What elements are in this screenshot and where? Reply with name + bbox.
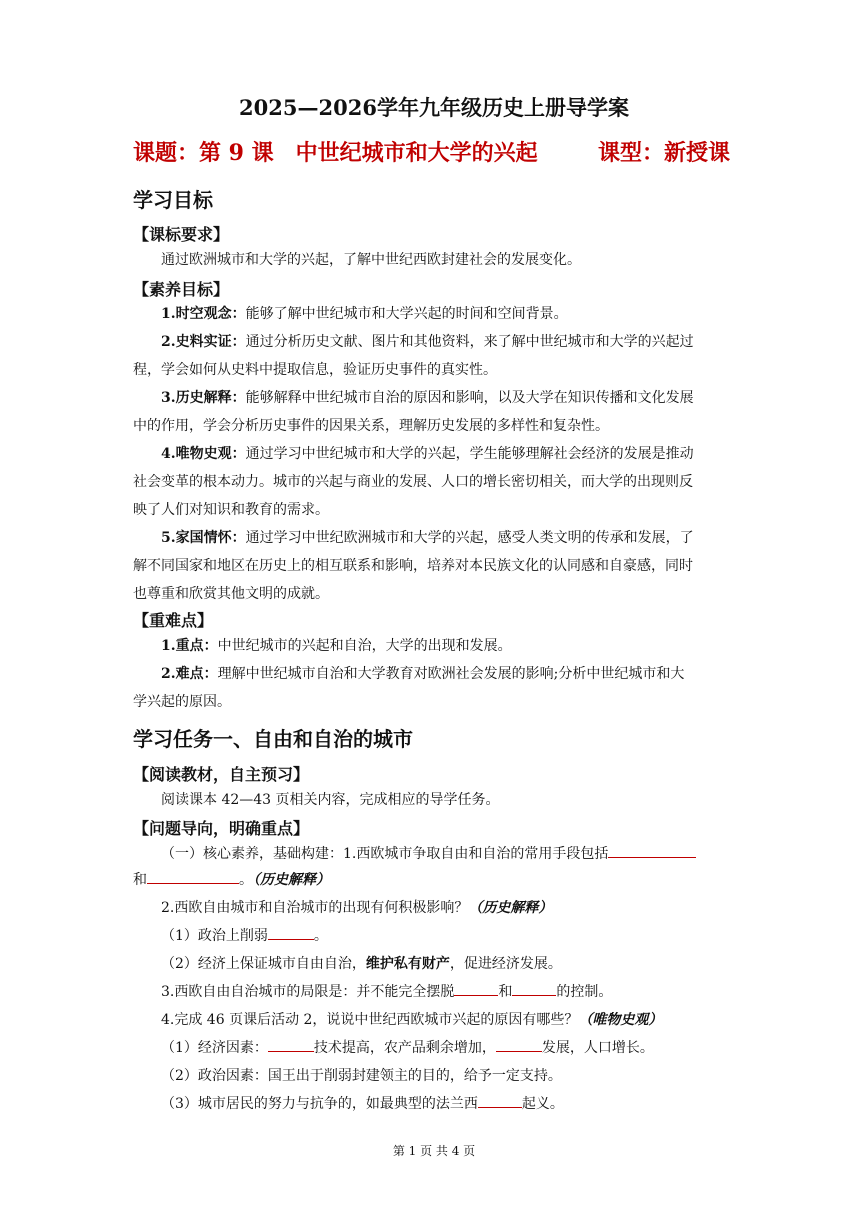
page-footer: 第 1 页 共 4 页 xyxy=(392,1144,476,1158)
goal-item-4 xyxy=(133,440,737,468)
goal-text: 通过学习中世纪欧洲城市和大学的兴起，感受人类文明的传承和发展，了 xyxy=(245,530,694,546)
reading-text: 阅读课本 42—43 页相关内容，完成相应的导学任务。 xyxy=(161,792,500,808)
curriculum-text: 通过欧洲城市和大学的兴起，了解中世纪西欧封建社会的发展变化。 xyxy=(161,252,581,268)
goal-text-cont: 程，学会如何从史料中提取信息，验证历史事件的真实性。 xyxy=(133,362,497,378)
goal-item-2 xyxy=(133,328,737,356)
question-2-answer-1 xyxy=(133,922,737,950)
key-text: 中世纪城市的兴起和自治，大学的出现和发展。 xyxy=(217,638,512,654)
question-text: 2.西欧自由城市和自治城市的出现有何积极影响？ xyxy=(161,900,469,916)
key-label: 1.重点： xyxy=(161,638,218,654)
answer-blank[interactable] xyxy=(147,869,239,884)
curriculum-heading: 【课标要求】 xyxy=(133,225,230,244)
question-4 xyxy=(133,1006,737,1034)
lesson-type: 课型：新授课 xyxy=(598,140,731,166)
lesson-title: 课题：第 9 课 中世纪城市和大学的兴起 xyxy=(133,140,538,166)
goal-text: 能够解释中世纪城市自治的原因和影响，以及大学在知识传播和文化发展 xyxy=(245,390,694,406)
goal-label: 5.家国情怀： xyxy=(161,530,246,546)
answer-blank[interactable] xyxy=(268,925,314,940)
goal-label: 3.历史解释： xyxy=(161,390,246,406)
answer-blank[interactable] xyxy=(608,843,696,858)
answer-blank[interactable] xyxy=(454,981,498,996)
answer-text: （1）经济因素： xyxy=(161,1040,268,1056)
question-text: 的控制。 xyxy=(556,984,613,1000)
answer-text: 。 xyxy=(313,928,328,944)
goal-text: 通过分析历史文献、图片和其他资料，来了解中世纪城市和大学的兴起过 xyxy=(245,334,694,350)
key-points-heading: 【重难点】 xyxy=(133,611,214,630)
question-4-answer-3 xyxy=(133,1090,737,1118)
key-point-1 xyxy=(133,632,737,660)
goal-text-cont: 社会变革的根本动力。城市的兴起与商业的发展、人口的增长密切相关，而大学的出现则反 xyxy=(133,474,693,490)
answer-text-bold: 维护私有财产 xyxy=(365,956,450,972)
question-2-answer-2 xyxy=(133,950,737,978)
answer-blank[interactable] xyxy=(496,1037,542,1052)
question-text: 和 xyxy=(498,984,513,1000)
question-text: 。 xyxy=(239,872,253,888)
question-text: （一）核心素养，基础构建：1.西欧城市争取自由和自治的常用手段包括 xyxy=(161,846,609,862)
answer-text: ，促进经济发展。 xyxy=(449,956,562,972)
goal-label: 2.史料实证： xyxy=(161,334,246,350)
question-1-cont xyxy=(133,866,737,894)
task1-heading: 学习任务一、自由和自治的城市 xyxy=(133,727,413,751)
key-label: 2.难点： xyxy=(161,666,218,682)
question-text: 4.完成 46 页课后活动 2，说说中世纪西欧城市兴起的原因有哪些？ xyxy=(161,1012,579,1028)
question-4-answer-1 xyxy=(133,1034,737,1062)
question-text: 3.西欧自由自治城市的局限是：并不能完全摆脱 xyxy=(161,984,455,1000)
question-4-answer-2: （2）政治因素：国王出于削弱封建领主的目的，给予一定支持。 xyxy=(161,1068,562,1084)
answer-blank[interactable] xyxy=(478,1093,522,1108)
answer-text: 起义。 xyxy=(521,1096,564,1112)
question-text: 和 xyxy=(133,872,147,888)
key-text-cont: 学兴起的原因。 xyxy=(133,694,231,710)
goal-label: 1.时空观念： xyxy=(161,306,246,322)
literacy-tag: （历史解释） xyxy=(253,872,330,888)
question-heading: 【问题导向，明确重点】 xyxy=(133,819,310,838)
goal-item-3 xyxy=(133,384,737,412)
key-point-2 xyxy=(133,660,737,688)
goal-item-5 xyxy=(133,524,737,552)
answer-text: 技术提高，农产品剩余增加， xyxy=(313,1040,496,1056)
learning-goals-heading: 学习目标 xyxy=(133,188,213,212)
answer-blank[interactable] xyxy=(268,1037,314,1052)
question-3 xyxy=(133,978,737,1006)
literacy-tag: （唯物史观） xyxy=(578,1012,663,1028)
goal-text-cont: 也尊重和欣赏其他文明的成就。 xyxy=(133,586,329,602)
goal-text: 能够了解中世纪城市和大学兴起的时间和空间背景。 xyxy=(245,306,568,322)
literacy-heading: 【素养目标】 xyxy=(133,280,230,299)
goal-text-cont: 中的作用，学会分析历史事件的因果关系，理解历史发展的多样性和复杂性。 xyxy=(133,418,609,434)
question-2 xyxy=(133,894,737,922)
document-title: 2025—2026学年九年级历史上册导学案 xyxy=(239,95,629,120)
goal-text-cont: 映了人们对知识和教育的需求。 xyxy=(133,502,329,518)
goal-label: 4.唯物史观： xyxy=(161,446,246,462)
answer-text: （2）经济上保证城市自由自治， xyxy=(161,956,366,972)
key-text: 理解中世纪城市自治和大学教育对欧洲社会发展的影响;分析中世纪城市和大 xyxy=(217,666,685,682)
goal-text-cont: 解不同国家和地区在历史上的相互联系和影响，培养对本民族文化的认同感和自豪感，同时 xyxy=(133,558,693,574)
reading-heading: 【阅读教材，自主预习】 xyxy=(133,765,310,784)
goal-item-1 xyxy=(133,300,737,328)
question-1 xyxy=(133,840,737,868)
goal-text: 通过学习中世纪城市和大学的兴起，学生能够理解社会经济的发展是推动 xyxy=(245,446,694,462)
answer-text: （3）城市居民的努力与抗争的，如最典型的法兰西 xyxy=(161,1096,478,1112)
answer-blank[interactable] xyxy=(512,981,556,996)
answer-text: （1）政治上削弱 xyxy=(161,928,268,944)
literacy-tag: （历史解释） xyxy=(468,900,553,916)
answer-text: 发展，人口增长。 xyxy=(541,1040,654,1056)
